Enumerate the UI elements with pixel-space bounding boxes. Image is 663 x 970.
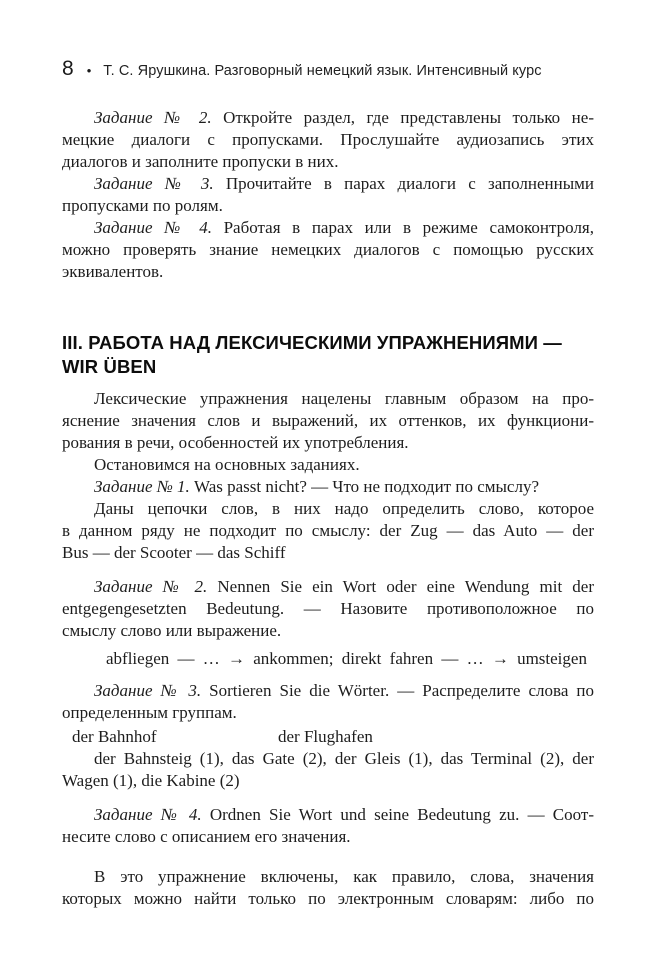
text-line bbox=[62, 217, 594, 239]
exercise-3-paragraph bbox=[62, 680, 594, 724]
exercise-1-paragraph bbox=[62, 476, 594, 498]
task-number-label: Задание № 4. bbox=[94, 805, 202, 824]
text-line bbox=[62, 576, 594, 598]
group-column-flughafen: der Flughafen bbox=[278, 727, 373, 746]
text-line: эквивалентов. bbox=[62, 262, 164, 281]
text-line bbox=[62, 804, 594, 826]
text-line: смыслу слово или выражение. bbox=[62, 621, 282, 640]
task-text: Ordnen Sie Wort und seine Bedeutung zu. — Соот- bbox=[201, 805, 594, 824]
task-text: Откройте раздел, где представлены только не- bbox=[211, 108, 594, 127]
text-line bbox=[62, 680, 594, 702]
task-number-label: Задание № 4. bbox=[94, 218, 212, 237]
text-line bbox=[62, 476, 594, 498]
intro-task-2-paragraph bbox=[62, 107, 594, 173]
task-number-label: Задание № 3. bbox=[94, 681, 202, 700]
text-line: abfliegen — … → ankommen; direkt fahren — … → umsteigen bbox=[106, 649, 587, 668]
text-line: определенным группам. bbox=[62, 703, 237, 722]
text-line: диалогов и заполните пропуски в них. bbox=[62, 152, 339, 171]
text-line bbox=[62, 107, 594, 129]
running-head bbox=[62, 57, 594, 83]
text-line: рования в речи, особенностей их употребления. bbox=[62, 433, 409, 452]
text-line: можно проверять знание немецких диалогов с помощью русских bbox=[62, 240, 594, 259]
text-line: der Bahnsteig (1), das Gate (2), der Gleis (1), das Terminal (2), der bbox=[94, 749, 594, 768]
exercise-4-paragraph bbox=[62, 804, 594, 848]
intro-task-4-paragraph bbox=[62, 217, 594, 283]
group-column-bahnhof: der Bahnhof bbox=[72, 727, 157, 746]
task-text: Nennen Sie ein Wort oder eine Wendung mit der bbox=[207, 577, 594, 596]
exercise-3-words bbox=[62, 748, 594, 792]
focus-note-paragraph bbox=[62, 454, 594, 476]
section-lead-block bbox=[62, 388, 594, 564]
intro-task-3-paragraph bbox=[62, 173, 594, 217]
task-number-label: Задание № 1. bbox=[94, 477, 190, 496]
text-line bbox=[62, 173, 594, 195]
text-line: которых можно найти только по электронным словарям: либо по bbox=[62, 889, 594, 908]
text-line: Даны цепочки слов, в них надо определить слово, которое bbox=[94, 499, 594, 518]
text-line: в данном ряду не подходит по смыслу: der Zug — das Auto — der bbox=[62, 521, 594, 540]
text-line: entgegengesetzten Bedeutung. — Назовите противоположное по bbox=[62, 599, 594, 618]
text-line: несите слово с описанием его значения. bbox=[62, 827, 351, 846]
text-line: мецкие диалоги с пропусками. Прослушайте аудиозапись этих bbox=[62, 130, 594, 149]
text-line: пропусками по ролям. bbox=[62, 196, 223, 215]
text-line: В это упражнение включены, как правило, слова, значения bbox=[94, 867, 594, 886]
intro-tasks-block bbox=[62, 107, 594, 283]
running-title: Т. С. Ярушкина. Разговорный немецкий язык. Интенсивный курс bbox=[103, 63, 542, 79]
section-heading-line: WIR ÜBEN bbox=[62, 356, 157, 377]
text-line: яснение значения слов и выражений, их оттенков, их функциони- bbox=[62, 411, 594, 430]
task-text: Was passt nicht? — Что не подходит по смыслу? bbox=[189, 477, 540, 496]
task-number-label: Задание № 2. bbox=[94, 108, 212, 127]
exercise-2-example bbox=[62, 648, 594, 670]
exercise-3-groups bbox=[62, 726, 594, 748]
closing-paragraph bbox=[62, 866, 594, 910]
task-text: Прочитайте в парах диалоги с заполненными bbox=[213, 174, 594, 193]
exercise-2-paragraph bbox=[62, 576, 594, 642]
section-heading bbox=[62, 331, 594, 379]
task-text: Работая в парах или в режиме самоконтроля, bbox=[211, 218, 594, 237]
section-intro-paragraph bbox=[62, 388, 594, 454]
text-line: Лексические упражнения нацелены главным образом на про- bbox=[94, 389, 594, 408]
text-line: Остановимся на основных заданиях. bbox=[94, 455, 360, 474]
text-column bbox=[62, 0, 594, 910]
bullet-separator-icon: • bbox=[86, 63, 92, 78]
text-line bbox=[62, 726, 594, 748]
task-number-label: Задание № 3. bbox=[94, 174, 214, 193]
page-number: 8 bbox=[62, 57, 74, 80]
task-number-label: Задание № 2. bbox=[94, 577, 208, 596]
section-heading-line: III. РАБОТА НАД ЛЕКСИЧЕСКИМИ УПРАЖНЕНИЯМИ — bbox=[62, 332, 562, 353]
text-line: Wagen (1), die Kabine (2) bbox=[62, 771, 240, 790]
exercise-1-description bbox=[62, 498, 594, 564]
text-line: Bus — der Scooter — das Schiff bbox=[62, 543, 286, 562]
task-text: Sortieren Sie die Wörter. — Распределите слова по bbox=[201, 681, 594, 700]
